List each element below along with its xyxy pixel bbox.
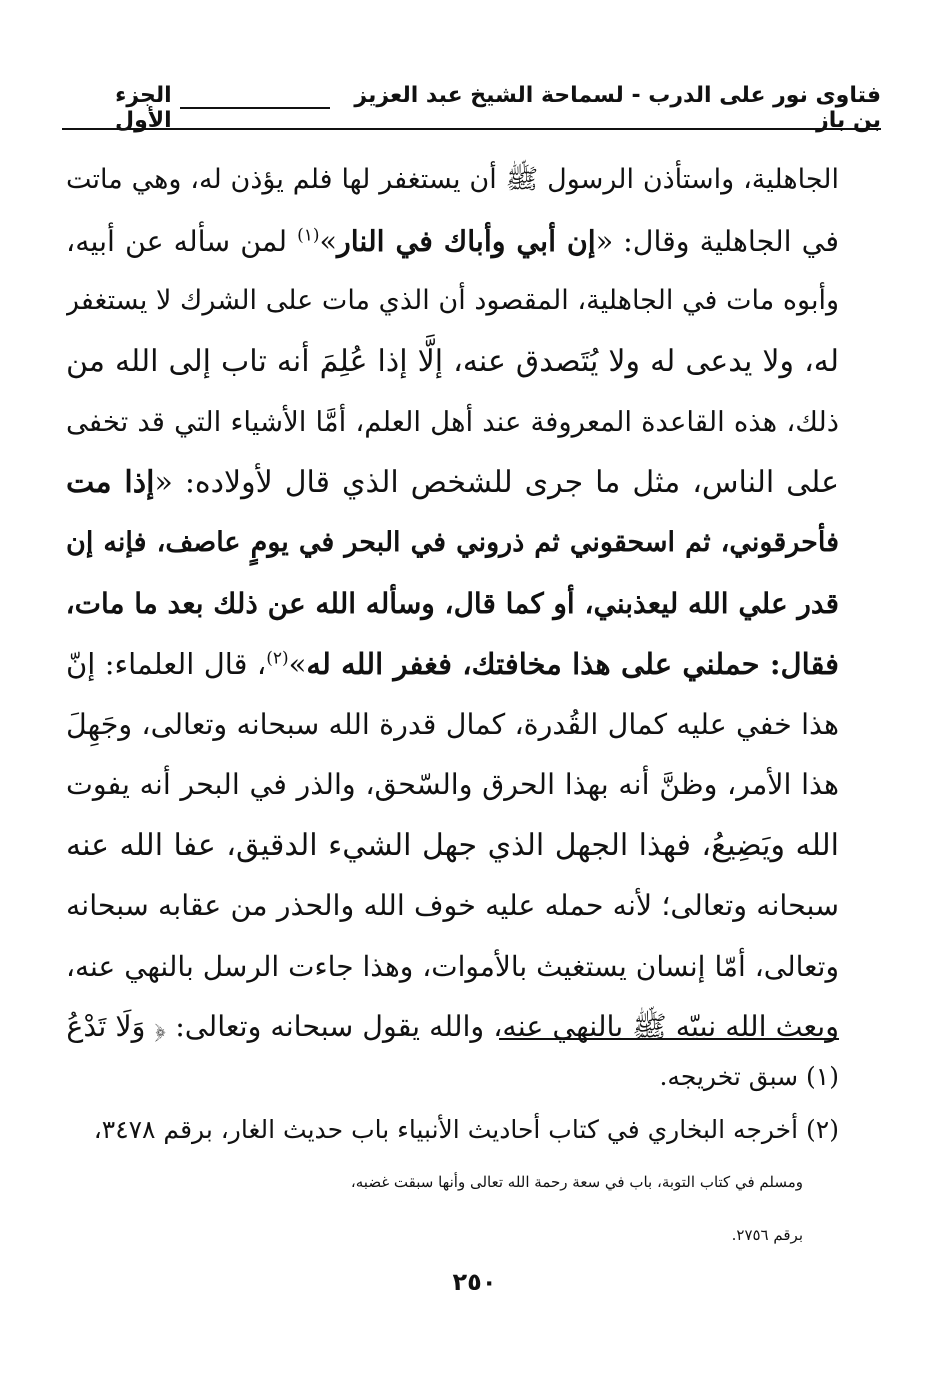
text-line <box>66 876 839 937</box>
text-run: الله ويَضِيعُ، فهذا الجهل الذي جهل الشيء الدقيق، عفا الله عنه <box>66 827 839 863</box>
hadith-quote: قدر علي الله ليعذبني، أو كما قال، وسأله الله عن ذلك بعد ما مات، <box>66 586 839 620</box>
text-run: وتعالى، أمّا إنسان يستغيث بالأموات، وهذا جاءت الرسل بالنهي عنه، <box>66 949 839 983</box>
text-run: في الجاهلية وقال: « <box>595 224 839 258</box>
footnote-2: (٢) أخرجه البخاري في كتاب أحاديث الأنبياء باب حديث الغار، برقم ٣٤٧٨، <box>93 1115 839 1144</box>
text-line <box>66 332 839 393</box>
text-line <box>66 211 839 272</box>
text-run: هذا الأمر، وظنَّ أنه بهذا الحرق والسّحق، والذر في البحر أنه يفوت <box>66 768 839 801</box>
text-line <box>66 453 839 514</box>
text-run: الجاهلية، واستأذن الرسول ﷺ أن يستغفر لها فلم يؤذن له، وهي ماتت <box>66 164 839 195</box>
volume-label: الجزء الأول <box>114 83 172 133</box>
text-line <box>66 937 839 998</box>
header-dash <box>180 107 330 109</box>
text-line <box>66 150 839 211</box>
text-run: ذلك، هذه القاعدة المعروفة عند أهل العلم، أمَّا الأشياء التي قد تخفى <box>66 406 839 438</box>
text-line <box>66 513 839 574</box>
hadith-quote: فأحرقوني، ثم اسحقوني ثم ذروني في البحر في يومٍ عاصف، فإنه إن <box>66 527 839 558</box>
text-run: ، قال العلماء: إنّ <box>66 647 267 681</box>
text-run: على الناس، مثل ما جرى للشخص الذي قال لأولاده: « <box>154 464 839 500</box>
footnote-2-continuation: ومسلم في كتاب التوبة، باب في سعة رحمة الله تعالى وأنها سبقت غضبه، <box>350 1173 803 1191</box>
text-run: » <box>288 647 307 681</box>
text-line <box>66 574 839 635</box>
footnote-ref: (١) <box>297 225 320 245</box>
hadith-quote: فقال: حملني على هذا مخافتك، فغفر الله له <box>306 647 839 681</box>
page-number: ٢٥٠ <box>452 1268 497 1296</box>
text-run: هذا خفي عليه كمال القُدرة، كمال قدرة الله سبحانه وتعالى، وجَهِلَ <box>66 707 839 741</box>
footnote-ref: (٢) <box>266 648 289 669</box>
text-run: له، ولا يدعى له ولا يُتَصدق عنه، إلَّا إذا عُلِمَ أنه تاب إلى الله من <box>66 343 839 379</box>
footnote-separator <box>499 1038 839 1040</box>
text-line <box>66 392 839 453</box>
text-line <box>66 997 839 1058</box>
footnote-2-continuation: برقم ٢٧٥٦. <box>731 1226 803 1244</box>
text-run: لمن سأله عن أبيه، <box>66 224 298 258</box>
text-run: وأبوه مات في الجاهلية، المقصود أن الذي مات على الشرك لا يستغفر <box>66 285 839 316</box>
footnotes <box>66 1050 839 1262</box>
footnote-1: (١) سبق تخريجه. <box>659 1062 839 1091</box>
hadith-quote: إن أبي وأباك في النار <box>336 223 596 258</box>
book-title: فتاوى نور على الدرب - لسماحة الشيخ عبد العزيز بن باز <box>354 83 881 133</box>
text-line <box>66 695 839 756</box>
text-run: سبحانه وتعالى؛ لأنه حمله عليه خوف الله والحذر من عقابه سبحانه <box>66 889 839 922</box>
main-text <box>66 150 839 1058</box>
text-line <box>66 271 839 332</box>
text-line <box>66 755 839 816</box>
hadith-quote: إذا مت <box>66 464 155 500</box>
text-line <box>66 634 839 695</box>
running-header <box>62 83 881 133</box>
text-line <box>66 816 839 877</box>
text-run: » <box>319 224 337 258</box>
text-run: وبعث الله نبيّه ﷺ بالنهي عنه، والله يقول سبحانه وتعالى: ﴿ وَلَا تَدْعُ <box>66 1010 839 1043</box>
